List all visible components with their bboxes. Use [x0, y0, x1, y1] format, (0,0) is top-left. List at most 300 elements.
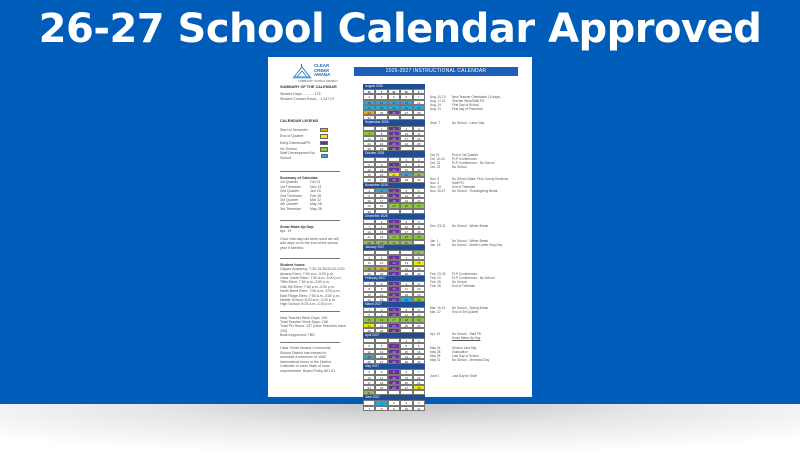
day-cell: 4	[413, 400, 425, 405]
day-cell: 3	[400, 400, 412, 405]
note-text: Teacher Work/Staff PD	[452, 99, 485, 103]
day-cell: 14	[413, 375, 425, 380]
note-date: May 28	[430, 354, 441, 358]
day-cell: 5	[363, 162, 375, 167]
day-cell: 18	[413, 229, 425, 234]
day-cell: 12	[400, 193, 412, 198]
day-cell: 18	[363, 266, 375, 271]
day-cell: 3	[388, 281, 400, 286]
day-cell: 25	[375, 110, 387, 115]
spacer	[280, 159, 360, 167]
day-cell: 25	[375, 385, 387, 390]
day-cell: 2	[413, 338, 425, 343]
note-date: Aug. 17-21	[430, 99, 446, 103]
hours-row: High School: 8:25 a.m.-3:35 p.m.	[280, 302, 333, 307]
day-cell: 25	[400, 297, 412, 302]
day-cell: 13	[413, 193, 425, 198]
calendar-note	[430, 374, 477, 378]
day-cell: 22	[413, 266, 425, 271]
day-cell: 9	[375, 312, 387, 317]
summary-key: 1st Trimester	[280, 184, 301, 189]
summary-key: 3rd Quarter	[280, 197, 299, 202]
day-cell: 30	[388, 146, 400, 151]
month-header: November 2026	[363, 183, 425, 188]
student-days: Student Days.............175	[280, 92, 321, 97]
week-row	[363, 209, 425, 214]
day-cell: 24	[363, 110, 375, 115]
day-cell: 18	[375, 380, 387, 385]
note-date: Jan. 1	[430, 239, 439, 243]
note-date: May 24	[430, 346, 441, 350]
day-cell: 13	[388, 260, 400, 265]
day-cell: 5	[388, 94, 400, 99]
day-cell: 20	[413, 198, 425, 203]
day-cell: 11	[413, 406, 425, 411]
calendar-note	[430, 284, 475, 288]
day-cell: 13	[375, 349, 387, 354]
legend-label: Staff Development No School	[280, 151, 316, 160]
weekday-header: F	[413, 89, 425, 94]
note-date: Mar. 22	[430, 310, 441, 314]
day-cell: 21	[400, 266, 412, 271]
week-row	[363, 406, 425, 411]
day-cell: 5	[413, 307, 425, 312]
day-cell: 11	[413, 224, 425, 229]
day-cell: 13	[400, 375, 412, 380]
note-text: End of Trimester	[452, 284, 476, 288]
day-cell: 19	[413, 317, 425, 322]
day-cell: 18	[400, 292, 412, 297]
logo-subtitle: COMMUNITY SCHOOL DISTRICT	[298, 80, 338, 83]
calendar-note	[430, 310, 478, 314]
day-cell: 11	[400, 312, 412, 317]
note-date: Nov. 3	[430, 177, 439, 181]
day-cell: 25	[400, 323, 412, 328]
logo-wordmark	[314, 64, 330, 78]
day-cell: 31	[388, 328, 400, 333]
day-cell: 7	[363, 131, 375, 136]
day-cell: 12	[388, 100, 400, 105]
note-text: No School	[452, 165, 467, 169]
day-cell: 10	[388, 312, 400, 317]
policy-note: Clear Creek Amana Community School District has elected to schedule a minimum of 1080 instructional hours in the District Calendar to meet State of Iowa requirements. Board Policy 601.01	[280, 346, 336, 373]
snow-day-title: Snow Make-Up Day:	[280, 224, 315, 229]
day-cell	[413, 240, 425, 245]
day-cell: 21	[388, 172, 400, 177]
weekday-header: Th	[400, 89, 412, 94]
note-date: Aug. 24	[430, 103, 441, 107]
day-cell: 7	[363, 224, 375, 229]
day-cell: 21	[363, 141, 375, 146]
day-cell: 24	[375, 203, 387, 208]
day-cell: 8	[363, 286, 375, 291]
note-text: No School - Staff PD	[452, 332, 482, 336]
left-column	[280, 85, 360, 373]
calendar-note	[430, 107, 483, 111]
day-cell: 14	[388, 167, 400, 172]
month-header: February 2027	[363, 276, 425, 281]
day-cell: 1	[375, 126, 387, 131]
day-cell: 27	[375, 359, 387, 364]
week-row	[363, 177, 425, 182]
logo-line: AMANA	[314, 72, 331, 78]
day-cell: 29	[400, 359, 412, 364]
day-cell: 27	[400, 110, 412, 115]
day-cell: 28	[388, 177, 400, 182]
day-cell: 28	[363, 146, 375, 151]
day-cell: 6	[413, 188, 425, 193]
day-cell: 7	[400, 255, 412, 260]
hours-row: North Bend Elem: 7:50 a.m.-3:00 p.m.	[280, 289, 341, 294]
day-cell: 10	[400, 224, 412, 229]
day-cell: 26	[400, 203, 412, 208]
day-cell: 9	[413, 162, 425, 167]
note-text: No School - Memorial Day	[452, 358, 490, 362]
day-cell: 12	[363, 167, 375, 172]
day-cell: 7	[363, 406, 375, 411]
note-text: Graduation	[452, 350, 468, 354]
note-text: PLP Conferences	[452, 157, 477, 161]
day-cell: 17	[363, 380, 375, 385]
day-cell: 23	[388, 234, 400, 239]
day-cell: 26	[375, 271, 387, 276]
note-text: Last Day of School	[452, 354, 479, 358]
day-cell	[375, 209, 387, 214]
day-cell: 2	[375, 307, 387, 312]
note-text: No School - Martin Luther King Day	[452, 243, 503, 247]
day-cell: 10	[363, 100, 375, 105]
summary-key: 2nd Quarter	[280, 189, 300, 194]
day-cell: 25	[388, 203, 400, 208]
day-cell: 30	[388, 240, 400, 245]
day-cell: 8	[363, 312, 375, 317]
month-header: December 2026	[363, 214, 425, 219]
student-hours-title: Student hours:	[280, 262, 306, 267]
hours-row: Middle School: 8:20 a.m.-3:30 p.m.	[280, 298, 336, 303]
day-cell	[413, 328, 425, 333]
day-cell: 10	[400, 131, 412, 136]
summary-key: 2nd Trimester	[280, 193, 302, 198]
day-cell: 9	[363, 193, 375, 198]
day-cell: 1	[375, 219, 387, 224]
note-date: Apr. 19	[430, 332, 441, 336]
note-date: Nov. 13	[430, 185, 441, 189]
summary-key: 4th Quarter	[280, 202, 299, 207]
summary-value: Oct 21	[310, 180, 321, 185]
day-cell: 2	[413, 157, 425, 162]
day-cell	[388, 209, 400, 214]
day-cell: 26	[363, 177, 375, 182]
weekday-header: W	[388, 89, 400, 94]
note-date: Jan. 18	[430, 243, 441, 247]
day-cell: 22	[363, 323, 375, 328]
divider	[280, 258, 340, 259]
day-cell	[413, 390, 425, 395]
calendar-note	[430, 224, 488, 228]
contact-hours-label: Student Contact Hours	[280, 96, 317, 101]
day-cell: 7	[413, 369, 425, 374]
calendar-note	[430, 336, 480, 340]
spacer	[280, 211, 360, 216]
day-cell: 29	[363, 328, 375, 333]
day-cell: 26	[388, 110, 400, 115]
day-cell: 16	[413, 349, 425, 354]
day-cell: 16	[375, 317, 387, 322]
summary-value: Feb 26	[310, 193, 322, 198]
note-text: End of 1st Quarter	[452, 153, 479, 157]
note-text: No School - Thanksgiving Break	[452, 189, 498, 193]
day-cell: 8	[375, 224, 387, 229]
day-cell: 19	[363, 354, 375, 359]
day-cell: 25	[363, 271, 375, 276]
day-cell: 11	[363, 260, 375, 265]
day-cell: 27	[413, 203, 425, 208]
day-cell: 24	[363, 385, 375, 390]
day-cell: 6	[375, 162, 387, 167]
day-cell	[413, 115, 425, 120]
note-text: No School-State; Fed; County Elections	[452, 177, 509, 181]
summary-title: SUMMARY OF THE CALENDAR	[280, 85, 337, 89]
day-cell: 22	[375, 141, 387, 146]
day-cell: 22	[400, 172, 412, 177]
note-date: Oct. 20-22	[430, 157, 445, 161]
day-cell: 24	[400, 234, 412, 239]
day-cell: 4	[400, 281, 412, 286]
contact-hours-value: 1,147.07	[320, 96, 335, 101]
day-cell: 2	[363, 188, 375, 193]
day-cell: 12	[413, 312, 425, 317]
divider	[280, 311, 340, 312]
banner-shadow	[0, 404, 800, 455]
note-date	[430, 336, 452, 340]
day-cell: 10	[375, 193, 387, 198]
spacer	[280, 101, 360, 119]
day-cell: 29	[375, 240, 387, 245]
hours-row: Clipper Academy: 7:30-15:30/12:00-3:00	[280, 267, 345, 272]
note-text: First Day of School	[452, 103, 479, 107]
day-cell: 14	[363, 136, 375, 141]
day-cell: 8	[375, 131, 387, 136]
student-days-label: Student Days	[280, 92, 302, 97]
day-cell: 29	[375, 146, 387, 151]
day-cell: 1	[363, 307, 375, 312]
legend-label: Start of Semester	[280, 127, 308, 132]
day-cell: 15	[400, 349, 412, 354]
month-header: August 2026	[363, 84, 425, 89]
day-cell: 18	[413, 136, 425, 141]
day-cell: 10	[363, 375, 375, 380]
legend-label: No School	[280, 147, 297, 152]
day-cell: 31	[400, 240, 412, 245]
month-header: September 2026	[363, 120, 425, 125]
day-cell: 2	[375, 281, 387, 286]
note-date: Feb. 24	[430, 276, 441, 280]
legend-swatch	[320, 134, 328, 139]
note-date: Nov. 25-27	[430, 189, 446, 193]
day-cell: 20	[375, 172, 387, 177]
month-header: January 2027	[363, 245, 425, 250]
note-text: Staff PD	[452, 181, 464, 185]
summary-value: May 28	[310, 206, 322, 211]
day-cell: 3	[400, 219, 412, 224]
note-date: May 28	[430, 350, 441, 354]
day-cell: 29	[413, 271, 425, 276]
note-date: Oct. 23	[430, 165, 441, 169]
legend-list	[280, 127, 360, 160]
day-cell: 18	[375, 105, 387, 110]
day-cell: 12	[388, 375, 400, 380]
legend-swatch	[320, 147, 328, 152]
contact-hours: Student Contact Hours....1,147.07	[280, 96, 335, 101]
day-cell: 28	[413, 110, 425, 115]
day-cell: 9	[388, 224, 400, 229]
note-date: Nov. 3	[430, 181, 439, 185]
day-cell	[400, 146, 412, 151]
day-cell: 31	[363, 115, 375, 120]
calendar-summary-title: Summary of Calendar:	[280, 175, 319, 180]
legend-label: End of Quarter	[280, 134, 304, 139]
day-cell: 6	[388, 255, 400, 260]
day-cell: 3	[388, 307, 400, 312]
day-cell: 21	[413, 380, 425, 385]
day-cell: 26	[413, 323, 425, 328]
day-cell: 8	[413, 255, 425, 260]
work-days-row: Total PD Hours: 137 (New Teachers have 143)	[280, 324, 346, 333]
summary-value: Mar 22	[310, 197, 322, 202]
month-header: June 2027	[363, 395, 425, 400]
note-date: Oct. 22	[430, 161, 441, 165]
divider	[280, 342, 340, 343]
spacer	[280, 250, 360, 254]
day-cell: 12	[375, 260, 387, 265]
note-date: May 31	[430, 358, 441, 362]
day-cell: 26	[388, 385, 400, 390]
note-date: Mar. 15-19	[430, 306, 446, 310]
legend-swatch	[320, 141, 328, 146]
day-cell: 16	[413, 167, 425, 172]
day-cell: 23	[375, 297, 387, 302]
day-cell: 3	[400, 126, 412, 131]
day-cell: 11	[375, 100, 387, 105]
day-cell: 26	[363, 359, 375, 364]
day-cell: 21	[388, 354, 400, 359]
day-cell: 20	[375, 354, 387, 359]
day-cell: 5	[388, 369, 400, 374]
note-date: June 1	[430, 374, 440, 378]
district-logo	[288, 61, 344, 85]
day-cell: 14	[413, 100, 425, 105]
calendar-summary-list	[280, 180, 360, 211]
day-cell: 28	[388, 359, 400, 364]
day-cell: 26	[413, 297, 425, 302]
summary-key: 1st Quarter	[280, 180, 298, 185]
day-cell: 6	[375, 343, 387, 348]
day-cell: 9	[375, 286, 387, 291]
day-cell: 1	[363, 281, 375, 286]
day-cell: 23	[388, 141, 400, 146]
day-cell: 11	[375, 375, 387, 380]
work-days-row: New Teacher Work Days: 190	[280, 315, 328, 320]
day-cell: 1	[400, 157, 412, 162]
day-cell: 19	[413, 292, 425, 297]
logo-line: CREEK	[314, 67, 330, 73]
day-cell: 17	[400, 229, 412, 234]
legend-swatch	[321, 154, 328, 159]
day-cell: 12	[363, 349, 375, 354]
day-cell: 11	[413, 131, 425, 136]
calendar-note	[430, 165, 467, 169]
day-cell: 18	[400, 317, 412, 322]
day-cell: 25	[413, 234, 425, 239]
day-cell: 7	[388, 162, 400, 167]
day-cell: 30	[363, 209, 375, 214]
work-days-row: Board Approved: TBD	[280, 333, 315, 338]
day-cell: 2	[388, 126, 400, 131]
weekday-header: M	[363, 89, 375, 94]
student-hours-list	[280, 267, 360, 307]
note-text: Last Day for Staff	[452, 374, 477, 378]
day-cell: 21	[413, 105, 425, 110]
day-cell	[413, 209, 425, 214]
day-cell: 25	[413, 141, 425, 146]
day-cell	[400, 209, 412, 214]
day-cell: 2	[388, 219, 400, 224]
note-text: No School - Labor Day	[452, 121, 485, 125]
day-cell: 4	[400, 307, 412, 312]
day-cell: 20	[400, 105, 412, 110]
hours-row: Tiffin Elem: 7:50 a.m.-3:00 p.m.	[280, 280, 330, 285]
note-text: Seniors Last Day	[452, 346, 477, 350]
month-header: May 2027	[363, 364, 425, 369]
day-cell: 19	[388, 105, 400, 110]
day-cell: 1	[375, 400, 387, 405]
note-text: No School	[452, 280, 467, 284]
summary-value: Nov 13	[310, 184, 322, 189]
note-text: End of Trimester	[452, 185, 476, 189]
calendar-note	[430, 243, 502, 247]
day-cell: 23	[363, 203, 375, 208]
snow-day-date: Apr. 19	[280, 229, 292, 234]
legend-swatch	[320, 128, 328, 133]
month-header: March 2027	[363, 302, 425, 307]
note-text: PLP Conferences - No School	[452, 276, 495, 280]
hours-row: Clear Creek Elem: 7:50 a.m.-3:00 p.m.	[280, 276, 342, 281]
day-cell: 5	[400, 188, 412, 193]
day-cell: 23	[413, 354, 425, 359]
day-cell: 22	[400, 354, 412, 359]
headline: 26-27 School Calendar Approved	[38, 6, 762, 52]
day-cell: 14	[400, 260, 412, 265]
note-text: No School - Winter Break	[452, 239, 488, 243]
day-cell: 13	[375, 167, 387, 172]
note-date: Aug. 10-13	[430, 95, 446, 99]
legend-title: CALENDAR LEGEND	[280, 119, 319, 124]
hours-row: East Ridge Elem: 7:50 a.m.-3:00 p.m.	[280, 293, 340, 298]
day-cell: 19	[400, 198, 412, 203]
day-cell: 24	[388, 297, 400, 302]
day-cell: 15	[375, 136, 387, 141]
day-cell: 30	[413, 177, 425, 182]
weekday-header: T	[375, 89, 387, 94]
summary-value: Jan 15	[310, 189, 321, 194]
day-cell: 17	[388, 292, 400, 297]
day-cell: 27	[400, 385, 412, 390]
day-cell: 14	[363, 229, 375, 234]
day-cell: 14	[388, 349, 400, 354]
note-text: PLP Conferences	[452, 272, 477, 276]
day-cell: 5	[375, 255, 387, 260]
day-cell	[388, 115, 400, 120]
